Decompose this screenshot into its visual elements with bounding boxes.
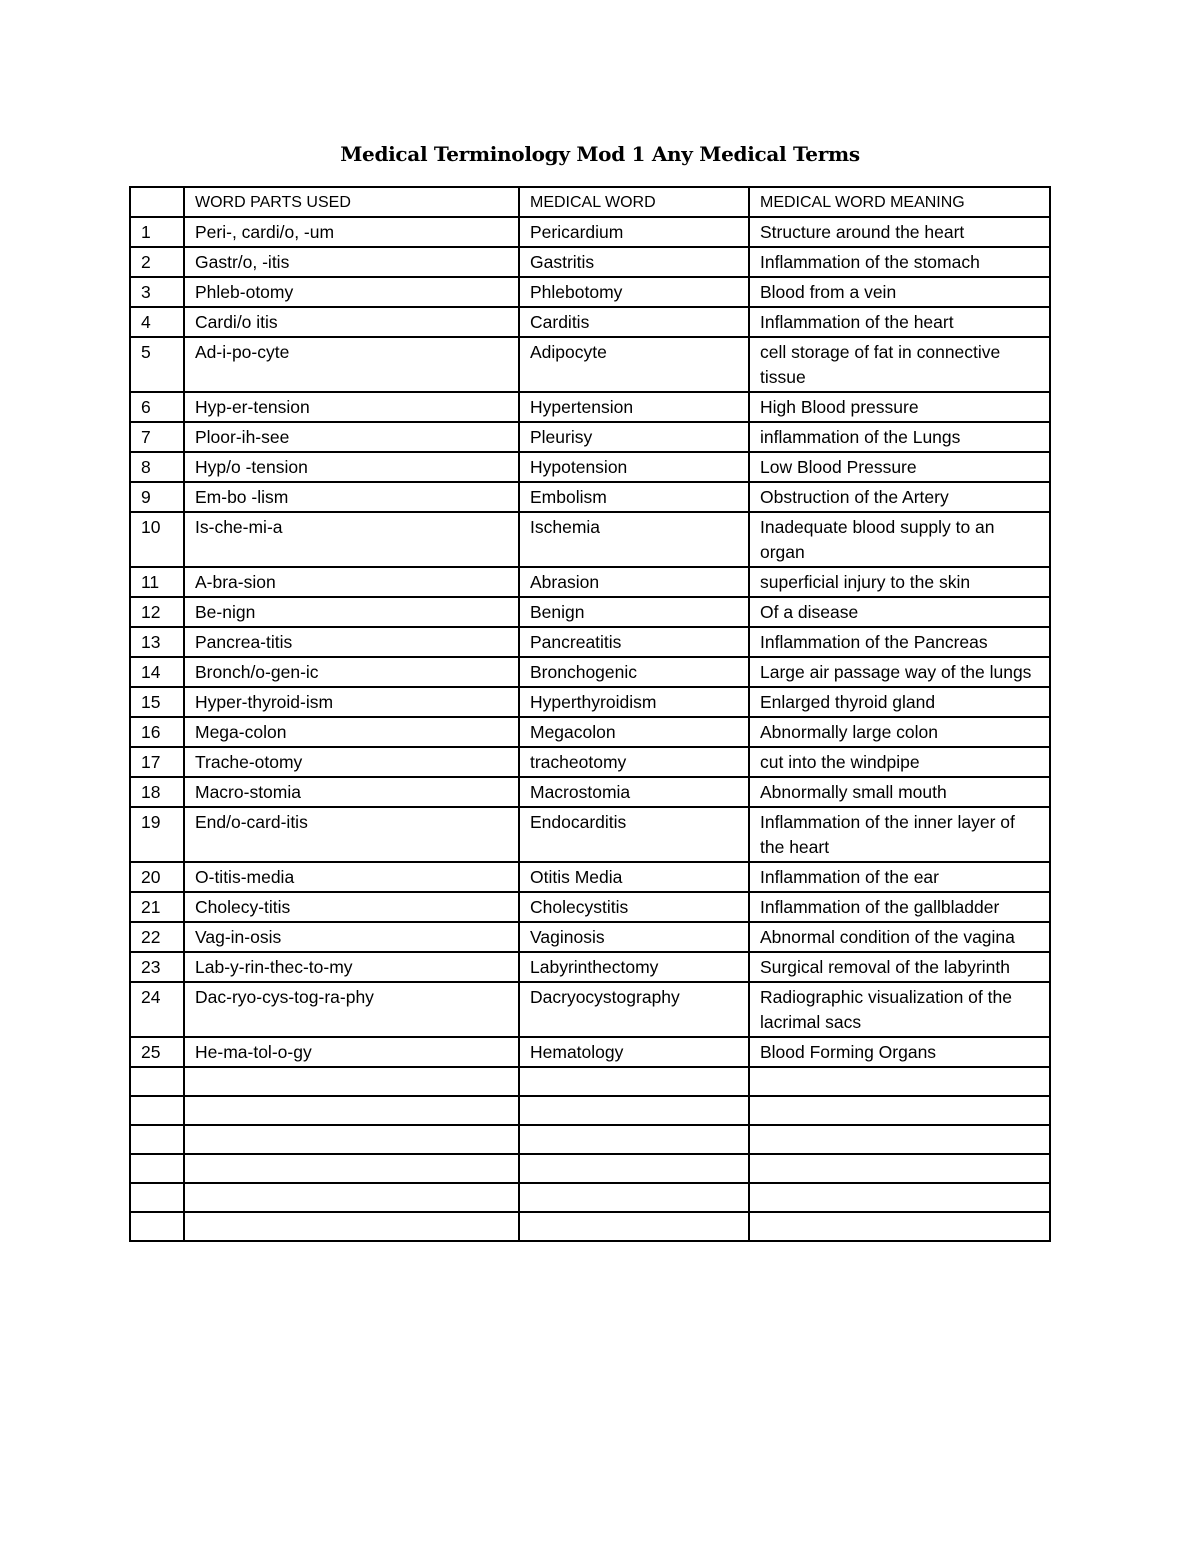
table-row — [130, 422, 1050, 452]
word-parts-cell: Gastr/o, -itis — [184, 247, 519, 277]
empty-cell — [519, 1183, 749, 1212]
meaning-cell: Large air passage way of the lungs — [749, 657, 1050, 687]
word-parts-cell: Trache-otomy — [184, 747, 519, 777]
table-row — [130, 687, 1050, 717]
header-cell-word-parts: WORD PARTS USED — [184, 187, 519, 217]
table-row — [130, 1037, 1050, 1067]
row-number-cell: 2 — [130, 247, 184, 277]
word-parts-cell: Vag-in-osis — [184, 922, 519, 952]
word-parts-cell: End/o-card-itis — [184, 807, 519, 862]
row-number-cell: 5 — [130, 337, 184, 392]
empty-table-row — [130, 1183, 1050, 1212]
row-number-cell: 10 — [130, 512, 184, 567]
medical-word-cell: Megacolon — [519, 717, 749, 747]
word-parts-cell: Bronch/o-gen-ic — [184, 657, 519, 687]
table-row — [130, 567, 1050, 597]
medical-word-cell: tracheotomy — [519, 747, 749, 777]
empty-cell — [184, 1096, 519, 1125]
medical-word-cell: Phlebotomy — [519, 277, 749, 307]
row-number-cell: 7 — [130, 422, 184, 452]
empty-cell — [184, 1183, 519, 1212]
empty-table-row — [130, 1212, 1050, 1241]
empty-cell — [130, 1125, 184, 1154]
medical-word-cell: Pericardium — [519, 217, 749, 247]
meaning-cell: Inadequate blood supply to an organ — [749, 512, 1050, 567]
row-number-cell: 4 — [130, 307, 184, 337]
word-parts-cell: Mega-colon — [184, 717, 519, 747]
table-row — [130, 217, 1050, 247]
meaning-cell: Structure around the heart — [749, 217, 1050, 247]
table-row — [130, 862, 1050, 892]
table-row — [130, 392, 1050, 422]
row-number-cell: 3 — [130, 277, 184, 307]
table-row — [130, 627, 1050, 657]
medical-word-cell: Adipocyte — [519, 337, 749, 392]
meaning-cell: Surgical removal of the labyrinth — [749, 952, 1050, 982]
empty-table-row — [130, 1154, 1050, 1183]
meaning-cell: Abnormal condition of the vagina — [749, 922, 1050, 952]
word-parts-cell: Ad-i-po-cyte — [184, 337, 519, 392]
medical-word-cell: Abrasion — [519, 567, 749, 597]
empty-cell — [749, 1125, 1050, 1154]
row-number-cell: 1 — [130, 217, 184, 247]
meaning-cell: Radiographic visualization of the lacrimal sacs — [749, 982, 1050, 1037]
word-parts-cell: Pancrea-titis — [184, 627, 519, 657]
meaning-cell: Obstruction of the Artery — [749, 482, 1050, 512]
table-row — [130, 277, 1050, 307]
row-number-cell: 9 — [130, 482, 184, 512]
terms-table-body — [130, 187, 1050, 1241]
empty-cell — [184, 1067, 519, 1096]
empty-cell — [130, 1096, 184, 1125]
empty-table-row — [130, 1067, 1050, 1096]
table-row — [130, 922, 1050, 952]
word-parts-cell: Hyper-thyroid-ism — [184, 687, 519, 717]
header-cell-meaning: MEDICAL WORD MEANING — [749, 187, 1050, 217]
empty-table-row — [130, 1125, 1050, 1154]
row-number-cell: 11 — [130, 567, 184, 597]
table-row — [130, 777, 1050, 807]
word-parts-cell: A-bra-sion — [184, 567, 519, 597]
meaning-cell: cell storage of fat in connective tissue — [749, 337, 1050, 392]
meaning-cell: Inflammation of the stomach — [749, 247, 1050, 277]
empty-cell — [519, 1125, 749, 1154]
word-parts-cell: Macro-stomia — [184, 777, 519, 807]
empty-cell — [184, 1125, 519, 1154]
table-row — [130, 337, 1050, 392]
table-row — [130, 807, 1050, 862]
empty-table-row — [130, 1096, 1050, 1125]
meaning-cell: Of a disease — [749, 597, 1050, 627]
word-parts-cell: Be-nign — [184, 597, 519, 627]
empty-cell — [519, 1212, 749, 1241]
word-parts-cell: He-ma-tol-o-gy — [184, 1037, 519, 1067]
word-parts-cell: Phleb-otomy — [184, 277, 519, 307]
table-row — [130, 597, 1050, 627]
empty-cell — [130, 1067, 184, 1096]
row-number-cell: 16 — [130, 717, 184, 747]
meaning-cell: Low Blood Pressure — [749, 452, 1050, 482]
row-number-cell: 21 — [130, 892, 184, 922]
word-parts-cell: Peri-, cardi/o, -um — [184, 217, 519, 247]
word-parts-cell: Cholecy-titis — [184, 892, 519, 922]
medical-word-cell: Gastritis — [519, 247, 749, 277]
table-row — [130, 952, 1050, 982]
medical-word-cell: Pancreatitis — [519, 627, 749, 657]
table-row — [130, 657, 1050, 687]
meaning-cell: Inflammation of the ear — [749, 862, 1050, 892]
word-parts-cell: O-titis-media — [184, 862, 519, 892]
page-title: Medical Terminology Mod 1 Any Medical Terms — [340, 142, 860, 166]
row-number-cell: 24 — [130, 982, 184, 1037]
meaning-cell: Enlarged thyroid gland — [749, 687, 1050, 717]
row-number-cell: 15 — [130, 687, 184, 717]
row-number-cell: 8 — [130, 452, 184, 482]
empty-cell — [749, 1067, 1050, 1096]
meaning-cell: Inflammation of the gallbladder — [749, 892, 1050, 922]
word-parts-cell: Is-che-mi-a — [184, 512, 519, 567]
word-parts-cell: Hyp/o -tension — [184, 452, 519, 482]
medical-word-cell: Endocarditis — [519, 807, 749, 862]
row-number-cell: 22 — [130, 922, 184, 952]
meaning-cell: Abnormally small mouth — [749, 777, 1050, 807]
row-number-cell: 13 — [130, 627, 184, 657]
table-row — [130, 982, 1050, 1037]
meaning-cell: cut into the windpipe — [749, 747, 1050, 777]
header-cell-number — [130, 187, 184, 217]
meaning-cell: High Blood pressure — [749, 392, 1050, 422]
medical-word-cell: Cholecystitis — [519, 892, 749, 922]
medical-word-cell: Embolism — [519, 482, 749, 512]
row-number-cell: 14 — [130, 657, 184, 687]
medical-word-cell: Vaginosis — [519, 922, 749, 952]
medical-word-cell: Macrostomia — [519, 777, 749, 807]
empty-cell — [519, 1154, 749, 1183]
meaning-cell: Blood Forming Organs — [749, 1037, 1050, 1067]
header-cell-medical-word: MEDICAL WORD — [519, 187, 749, 217]
row-number-cell: 23 — [130, 952, 184, 982]
word-parts-cell: Cardi/o itis — [184, 307, 519, 337]
meaning-cell: Blood from a vein — [749, 277, 1050, 307]
empty-cell — [749, 1154, 1050, 1183]
empty-cell — [519, 1096, 749, 1125]
row-number-cell: 17 — [130, 747, 184, 777]
meaning-cell: Inflammation of the heart — [749, 307, 1050, 337]
empty-cell — [184, 1154, 519, 1183]
word-parts-cell: Ploor-ih-see — [184, 422, 519, 452]
table-row — [130, 717, 1050, 747]
table-header-row — [130, 187, 1050, 217]
empty-cell — [749, 1212, 1050, 1241]
table-row — [130, 892, 1050, 922]
medical-word-cell: Bronchogenic — [519, 657, 749, 687]
medical-word-cell: Dacryocystography — [519, 982, 749, 1037]
table-row — [130, 482, 1050, 512]
medical-word-cell: Benign — [519, 597, 749, 627]
meaning-cell: inflammation of the Lungs — [749, 422, 1050, 452]
empty-cell — [184, 1212, 519, 1241]
terms-table — [129, 186, 1051, 1242]
empty-cell — [130, 1183, 184, 1212]
meaning-cell: Inflammation of the Pancreas — [749, 627, 1050, 657]
empty-cell — [519, 1067, 749, 1096]
table-row — [130, 512, 1050, 567]
empty-cell — [749, 1183, 1050, 1212]
word-parts-cell: Lab-y-rin-thec-to-my — [184, 952, 519, 982]
medical-word-cell: Hyperthyroidism — [519, 687, 749, 717]
medical-word-cell: Hematology — [519, 1037, 749, 1067]
word-parts-cell: Dac-ryo-cys-tog-ra-phy — [184, 982, 519, 1037]
row-number-cell: 20 — [130, 862, 184, 892]
row-number-cell: 12 — [130, 597, 184, 627]
empty-cell — [130, 1212, 184, 1241]
medical-word-cell: Carditis — [519, 307, 749, 337]
empty-cell — [130, 1154, 184, 1183]
medical-word-cell: Otitis Media — [519, 862, 749, 892]
table-row — [130, 247, 1050, 277]
meaning-cell: Inflammation of the inner layer of the heart — [749, 807, 1050, 862]
meaning-cell: superficial injury to the skin — [749, 567, 1050, 597]
medical-word-cell: Hypertension — [519, 392, 749, 422]
medical-word-cell: Ischemia — [519, 512, 749, 567]
word-parts-cell: Hyp-er-tension — [184, 392, 519, 422]
medical-word-cell: Hypotension — [519, 452, 749, 482]
medical-word-cell: Pleurisy — [519, 422, 749, 452]
row-number-cell: 18 — [130, 777, 184, 807]
table-row — [130, 747, 1050, 777]
table-row — [130, 307, 1050, 337]
empty-cell — [749, 1096, 1050, 1125]
word-parts-cell: Em-bo -lism — [184, 482, 519, 512]
row-number-cell: 25 — [130, 1037, 184, 1067]
row-number-cell: 6 — [130, 392, 184, 422]
meaning-cell: Abnormally large colon — [749, 717, 1050, 747]
medical-word-cell: Labyrinthectomy — [519, 952, 749, 982]
row-number-cell: 19 — [130, 807, 184, 862]
table-row — [130, 452, 1050, 482]
